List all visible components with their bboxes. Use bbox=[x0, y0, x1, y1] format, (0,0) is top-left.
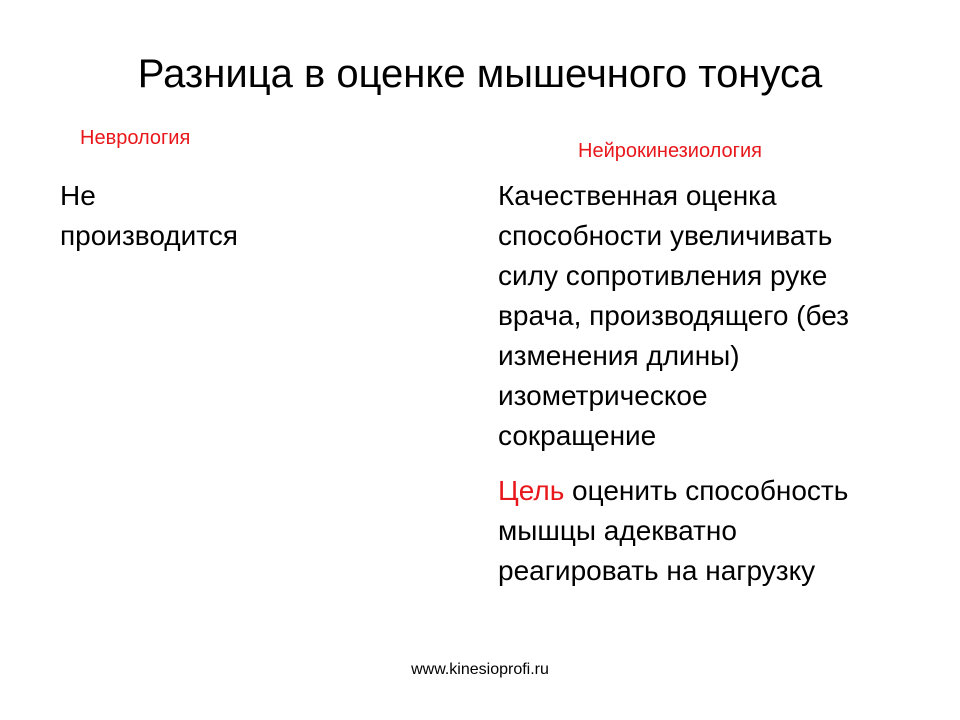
goal-label: Цель bbox=[498, 475, 565, 506]
slide-title: Разница в оценке мышечного тонуса bbox=[137, 52, 823, 96]
description-line: сокращение bbox=[498, 420, 657, 451]
description-line: изометрическое bbox=[498, 380, 708, 411]
description-line: Качественная оценка bbox=[498, 180, 777, 211]
description-line: способности увеличивать bbox=[498, 220, 833, 251]
goal-paragraph bbox=[498, 471, 918, 591]
right-column-body bbox=[498, 176, 918, 591]
description-line: силу сопротивления руке bbox=[498, 260, 828, 291]
left-column-header: Неврология bbox=[80, 127, 191, 149]
description-line: изменения длины) bbox=[498, 340, 740, 371]
description-paragraph bbox=[498, 176, 918, 456]
goal-first-line bbox=[498, 471, 918, 511]
goal-line: мышцы адекватно bbox=[498, 515, 737, 546]
left-body-line: Не bbox=[60, 180, 96, 211]
left-column-body bbox=[60, 176, 360, 256]
description-line: врача, производящего (без bbox=[498, 300, 850, 331]
right-column-header: Нейрокинезиология bbox=[578, 140, 762, 162]
goal-text: оценить способность bbox=[564, 475, 849, 506]
left-body-line: производится bbox=[60, 220, 238, 251]
goal-line: реагировать на нагрузку bbox=[498, 555, 816, 586]
footer-url: www.kinesioprofi.ru bbox=[411, 661, 549, 678]
